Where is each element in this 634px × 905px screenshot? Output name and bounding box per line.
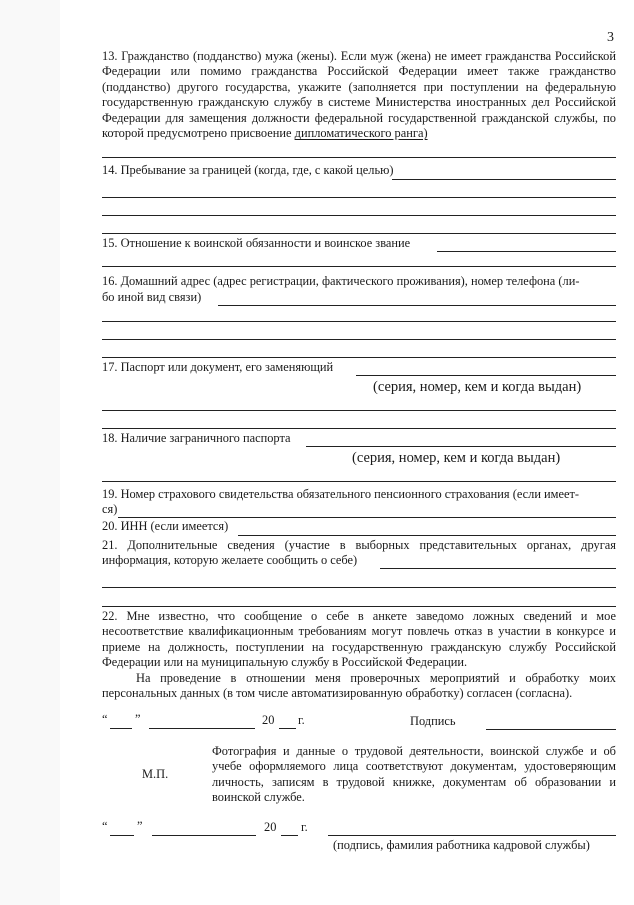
question-17-caption: (серия, номер, кем и когда выдан)	[373, 379, 582, 395]
signature1-year-line[interactable]	[279, 728, 296, 729]
signature2-year-suffix: г.	[301, 820, 308, 834]
answer-line-18-inline[interactable]	[306, 446, 616, 447]
question-20: 20. ИНН (если имеется)	[102, 519, 229, 533]
question-13-underlined: дипломатического ранга)	[294, 126, 428, 141]
question-22: 22. Мне известно, что сообщение о себе в анкете заведомо ложных сведений и мое несоответствие квалификационным требованиям могут повлечь отказ в участии в конкурсе и приеме на должность, поступлении на государственную гражданскую службу Российской Федерации или на муниципальную службу в Российской Федерации.	[102, 609, 616, 670]
signature2-year-line[interactable]	[281, 835, 298, 836]
signature2-day-line[interactable]	[110, 835, 134, 836]
scan-margin-shade	[0, 0, 60, 905]
answer-line-21-inline[interactable]	[380, 568, 616, 569]
signature1-year-prefix: 20	[262, 713, 275, 727]
question-17: 17. Паспорт или документ, его заменяющий	[102, 360, 334, 374]
answer-line-21b[interactable]	[102, 606, 616, 607]
question-18: 18. Наличие заграничного паспорта	[102, 431, 291, 445]
stamp-verification-text: Фотография и данные о трудовой деятельности, воинской службе и об учебе оформляемого лица соответствуют документам, удостоверяющим личность, записям в трудовой книжке, документам об образовании и воинской службе.	[212, 744, 616, 805]
answer-line-19-inline[interactable]	[118, 517, 616, 518]
signature1-month-line[interactable]	[149, 728, 255, 729]
question-13	[102, 49, 616, 141]
question-19-line2: ся)	[102, 502, 118, 516]
signature1-year-suffix: г.	[298, 713, 305, 727]
question-15: 15. Отношение к воинской обязанности и воинское звание	[102, 236, 411, 250]
answer-line-15-inline[interactable]	[437, 251, 616, 252]
signature1-close-quote: ”	[135, 712, 141, 726]
signature1-open-quote: “	[102, 712, 108, 726]
signature2-month-line[interactable]	[152, 835, 256, 836]
question-18-caption: (серия, номер, кем и когда выдан)	[352, 450, 561, 466]
answer-line-16a[interactable]	[102, 321, 616, 322]
question-16-line2: бо иной вид связи)	[102, 290, 202, 304]
question-19-line1: 19. Номер страхового свидетельства обязательного пенсионного страхования (если имеет-	[102, 487, 580, 501]
signature1-sign-label: Подпись	[410, 714, 456, 728]
question-21: 21. Дополнительные сведения (участие в выборных представительных органах, другая информация, которую желаете сообщить о себе)	[102, 538, 616, 568]
answer-line-16b[interactable]	[102, 339, 616, 340]
answer-line-14b[interactable]	[102, 215, 616, 216]
signature2-close-quote: ”	[137, 819, 143, 833]
signature1-sign-line[interactable]	[486, 729, 616, 730]
signature2-year-prefix: 20	[264, 820, 277, 834]
answer-line-17a[interactable]	[102, 410, 616, 411]
answer-line-14c[interactable]	[102, 233, 616, 234]
answer-line-14a[interactable]	[102, 197, 616, 198]
page-number: 3	[607, 30, 614, 45]
answer-line-15a[interactable]	[102, 266, 616, 267]
consent-text: На проведение в отношении меня проверочных мероприятий и обработку моих персональных данных (в том числе автоматизированную обработку) согласен (согласна).	[102, 671, 616, 701]
signature2-caption: (подпись, фамилия работника кадровой службы)	[333, 838, 590, 852]
stamp-label: М.П.	[142, 767, 169, 781]
signature2-sign-line[interactable]	[328, 835, 616, 836]
answer-line-17b[interactable]	[102, 428, 616, 429]
answer-line-14-inline[interactable]	[392, 179, 616, 180]
answer-line-20-inline[interactable]	[238, 535, 616, 536]
answer-line-16c[interactable]	[102, 357, 616, 358]
signature1-day-line[interactable]	[110, 728, 132, 729]
answer-line-17-inline[interactable]	[356, 375, 616, 376]
answer-line-21a[interactable]	[102, 587, 616, 588]
question-14: 14. Пребывание за границей (когда, где, с какой целью)	[102, 163, 394, 177]
signature2-open-quote: “	[102, 819, 108, 833]
question-13-text: 13. Гражданство (подданство) мужа (жены). Если муж (жена) не имеет гражданства Российской Федерации или помимо гражданства Российской Федерации имеет также гражданство (подданство) другого государства, укажите (заполняется при поступлении на федеральную государственную гражданскую службу в системе Министерства иностранных дел Российской Федерации для замещения должности федеральной государственной гражданской службы, по которой предусмотрено присвоение	[102, 49, 616, 141]
question-16-line1: 16. Домашний адрес (адрес регистрации, фактического проживания), номер телефона (ли-	[102, 274, 580, 288]
answer-line-18a[interactable]	[102, 481, 616, 482]
answer-line-13a[interactable]	[102, 157, 616, 158]
answer-line-16-inline[interactable]	[218, 305, 616, 306]
